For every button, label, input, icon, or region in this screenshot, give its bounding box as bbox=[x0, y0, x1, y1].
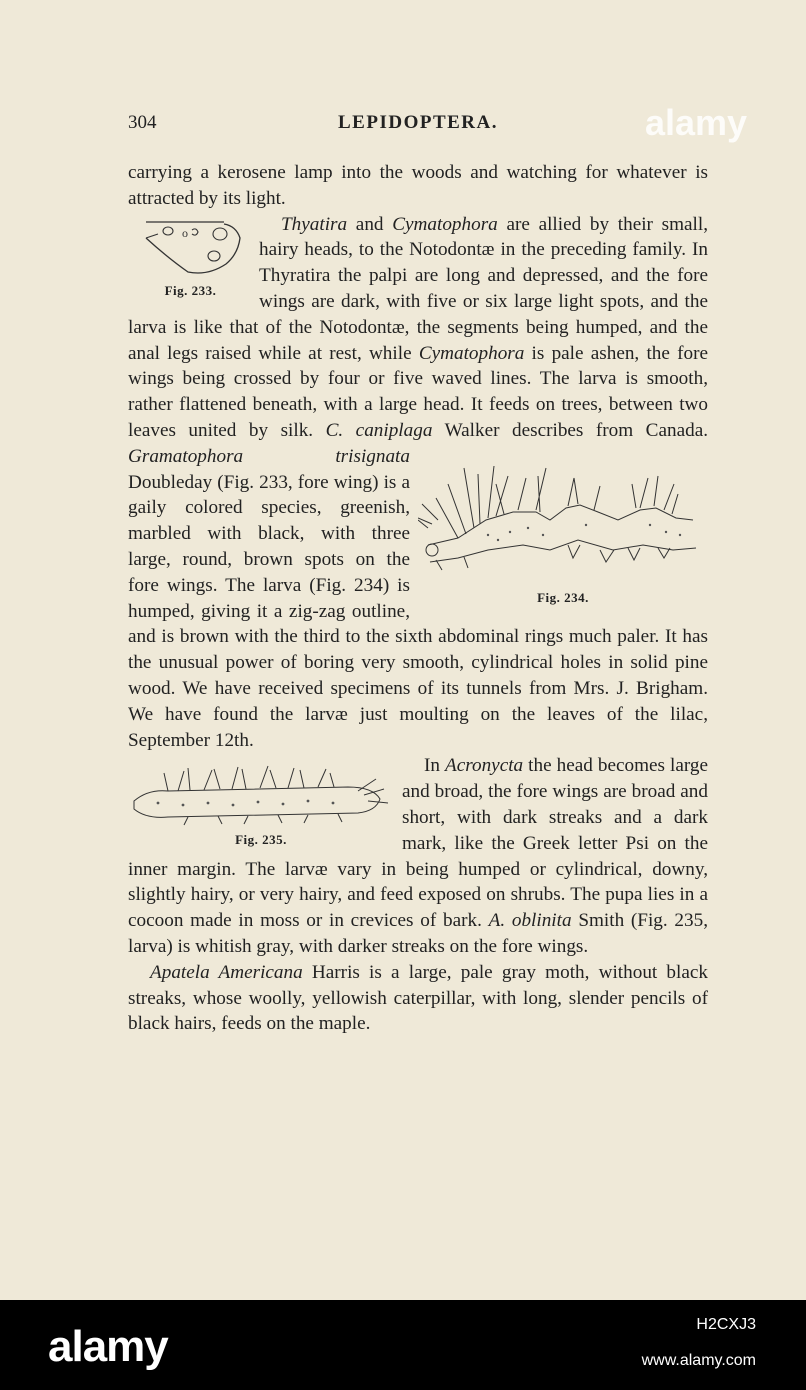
image-id: H2CXJ3 bbox=[696, 1316, 756, 1333]
paragraph-4: Apatela Americana Harris is a large, pale gray moth, without black streaks, whose woolly, yellowish caterpillar, with long, slender pencils of black hairs, feeds on the maple. bbox=[128, 961, 708, 1035]
fig-234-block bbox=[418, 450, 708, 611]
fig-233-block bbox=[128, 216, 253, 304]
stock-footer-bar bbox=[0, 1300, 806, 1390]
humped-larva-illustration bbox=[418, 450, 703, 585]
genus-thyatira: Thyatira bbox=[281, 213, 348, 235]
svg-text:o: o bbox=[182, 225, 188, 240]
watermark-logo: alamy bbox=[645, 102, 748, 143]
fig-235-block bbox=[128, 761, 394, 853]
fig-234-caption: Fig. 234. bbox=[537, 589, 589, 605]
genus-acronycta: Acronycta bbox=[445, 755, 524, 777]
footer-logo: alamy bbox=[48, 1322, 168, 1371]
site-url: www.alamy.com bbox=[641, 1352, 756, 1369]
paragraph-3: In Acronycta Fig. 235. the head becomes large and broad, the fore wings are broad and short, with dark streaks and a dark mark, like the Greek letter Psi on the inner margin. The larvæ vary in being humped or cylindrical, downy, slightly hairy, or very hairy, and feed exposed on shrubs. The pupa lies in a cocoon made in moss or in crevices of bark. A. oblinita Smith (Fig. 235, larva) is whitish gray, with darker streaks on the fore wings. bbox=[128, 755, 709, 957]
fig-233-caption: Fig. 233. bbox=[164, 282, 217, 298]
paragraph-2: Thyatira and Cymatophora o Fig. 233. are allied by their small, hairy heads, to the Notodontæ in the preceding family. In Thyratira the palpi are long and depressed, and the fore wings are dark, with five or six large light spots, and the larva is like that of the Notodontæ, the segments being humped, and the anal legs raised while at rest, while Cymatophora is pale ashen, the fore wings being crossed by four or five waved lines. The larva is smooth, rather flattened beneath, with a large head. It feeds on trees, between two leaves united by silk. C. caniplaga Walker describes from Canada. Gramatophora trisignata Fig. 234. Doubleday (Fig. 233, fore wing) is a gaily colored species, greenish, marbled with black, with three large, round, brown spots on the fore wings. The larva (Fig. 234) is humped, giving it a zig-zag outline, and is brown with the third to the sixth abdominal rings much paler. It has the unusual power of boring very smooth, cylindrical holes in solid pine wood. We have received specimens of its tunnels from Mrs. J. Brigham. We have found the larvæ just moulting on the leaves of the lilac, September 12th. bbox=[128, 213, 709, 751]
paragraph-1: carrying a kerosene lamp into the woods and watching for whatever is attracted by its light. bbox=[128, 162, 708, 209]
fore-wing-illustration bbox=[128, 216, 246, 278]
hairy-larva-illustration bbox=[128, 761, 390, 827]
fig-235-caption: Fig. 235. bbox=[235, 832, 287, 848]
body-text bbox=[128, 160, 708, 1037]
species-apatela-americana: Apatela Americana bbox=[150, 961, 303, 983]
page-number: 304 bbox=[128, 112, 157, 133]
page-header bbox=[128, 112, 708, 142]
running-title: LEPIDOPTERA. bbox=[338, 112, 498, 133]
